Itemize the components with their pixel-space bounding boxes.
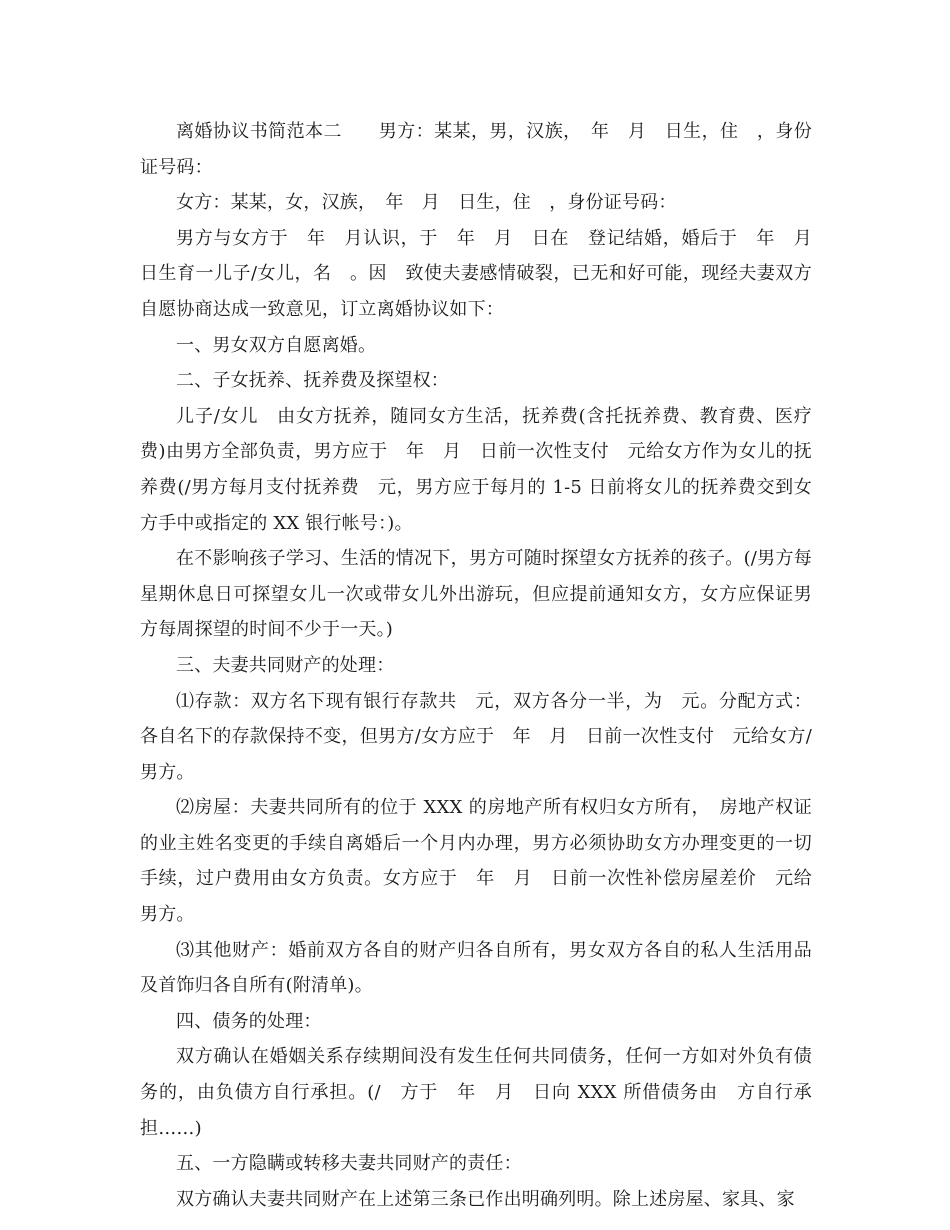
paragraph-concealment: 双方确认夫妻共同财产在上述第三条已作出明确列明。除上述房屋、家具、家 bbox=[176, 1188, 795, 1210]
paragraph-other-property: ⑶其他财产：婚前双方各自的财产归各自所有，男女双方各自的私人生活用品及首饰归各自所有(附清单)。 bbox=[140, 939, 812, 997]
section-heading-4: 四、债务的处理： bbox=[176, 1010, 322, 1032]
section-heading-1: 一、男女双方自愿离婚。 bbox=[176, 334, 377, 356]
paragraph-house: ⑵房屋：夫妻共同所有的位于 XXX 的房地产所有权归女方所有， 房地产权证的业主姓名变更的手续自离婚后一个月内办理，男方必须协助女方办理变更的一切手续，过户费用由女方负责。女方应于 年 月 日前一次性补偿房屋差价 元给男方。 bbox=[140, 797, 812, 926]
paragraph-debts: 双方确认在婚姻关系存续期间没有发生任何共同债务，任何一方如对外负有债务的，由负债方自行承担。(/ 方于 年 月 日向 XXX 所借债务由 方自行承担……) bbox=[140, 1046, 812, 1139]
paragraph-title-and-husband-info: 离婚协议书简范本二 男方：某某，男，汉族， 年 月 日生，住 ，身份证号码： bbox=[140, 121, 812, 178]
paragraph-background: 男方与女方于 年 月认识，于 年 月 日在 登记结婚，婚后于 年 月 日生育一儿子/女儿，名 。因 致使夫妻感情破裂，已无和好可能，现经夫妻双方自愿协商达成一致意见，订立离婚协议如下： bbox=[140, 227, 831, 320]
section-heading-2: 二、子女抚养、抚养费及探望权： bbox=[176, 370, 449, 392]
paragraph-visitation: 在不影响孩子学习、生活的情况下，男方可随时探望女方抚养的孩子。(/男方每星期休息日可探望女儿一次或带女儿外出游玩，但应提前通知女方，女方应保证男方每周探望的时间不少于一天。) bbox=[140, 548, 812, 641]
paragraph-wife-info: 女方：某某，女，汉族， 年 月 日生，住 ，身份证号码： bbox=[176, 192, 677, 214]
section-heading-5: 五、一方隐瞒或转移夫妻共同财产的责任： bbox=[176, 1153, 522, 1175]
document-body bbox=[140, 114, 831, 1217]
section-heading-3: 三、夫妻共同财产的处理： bbox=[176, 654, 395, 676]
paragraph-savings: ⑴存款：双方名下现有银行存款共 元，双方各分一半，为 元。分配方式：各自名下的存款保持不变，但男方/女方应于 年 月 日前一次性支付 元给女方/男方。 bbox=[140, 690, 812, 783]
paragraph-child-support: 儿子/女儿 由女方抚养，随同女方生活，抚养费(含托抚养费、教育费、医疗费)由男方全部负责，男方应于 年 月 日前一次性支付 元给女方作为女儿的抚养费(/男方每月支付抚养费 元，男方应于每月的 1-5 日前将女儿的抚养费交到女方手中或指定的 XX 银行帐号：)。 bbox=[140, 405, 812, 534]
